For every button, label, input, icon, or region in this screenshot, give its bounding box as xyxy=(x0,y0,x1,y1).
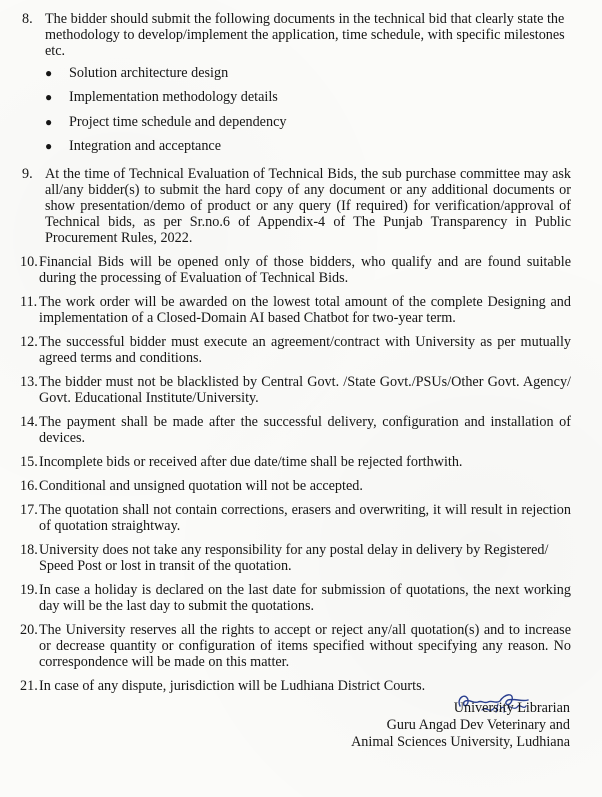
term-text: The successful bidder must execute an agreement/contract with University as per mutually agreed terms and conditions. xyxy=(39,334,571,367)
bullet-item xyxy=(45,138,571,154)
term-text: The work order will be awarded on the lowest total amount of the complete Designing and implementation of a Closed-Domain AI based Chatbot for two-year term. xyxy=(39,294,571,327)
term-number: 8. xyxy=(22,11,33,27)
term-text: Incomplete bids or received after due date/time shall be rejected forthwith. xyxy=(39,454,463,471)
term-item-20 xyxy=(20,622,571,670)
bullet-text: Implementation methodology details xyxy=(69,89,278,106)
bullet-icon: ● xyxy=(45,114,53,129)
term-text: The quotation shall not contain corrections, erasers and overwriting, it will result in rejection of quotation straightway. xyxy=(39,502,571,535)
term-number: 11. xyxy=(20,294,38,311)
term-number: 18. xyxy=(20,542,38,559)
signature-block xyxy=(351,700,570,751)
term-item-16 xyxy=(20,478,571,494)
term-text: At the time of Technical Evaluation of Technical Bids, the sub purchase committee may ask all/any bidder(s) to submit the hard copy of any document or any additional documents or show presentation/demo of product or any query (If required) for verification/approval of Technical bids, as per Sr.no.6 of Appendix-4 of The Punjab Transparency in Public Procurement Rules, 2022. xyxy=(45,166,571,247)
term-text: In case a holiday is declared on the last date for submission of quotations, the next working day will be the last day to submit the quotations. xyxy=(39,582,571,615)
term-number: 14. xyxy=(20,414,38,431)
term-item-17 xyxy=(20,502,571,534)
term-item-13 xyxy=(20,374,571,406)
term-item-12 xyxy=(20,334,571,366)
term-text: Conditional and unsigned quotation will not be accepted. xyxy=(39,478,363,495)
term-text: Financial Bids will be opened only of those bidders, who qualify and are found suitable during the processing of Evaluation of Technical Bids. xyxy=(39,254,571,287)
term-number: 17. xyxy=(20,502,38,519)
term-number: 12. xyxy=(20,334,38,351)
term-number: 13. xyxy=(20,374,38,391)
bullet-text: Solution architecture design xyxy=(69,65,229,81)
bullet-text: Integration and acceptance xyxy=(69,138,222,155)
signatory-title: University Librarian xyxy=(453,700,570,716)
term-number: 21. xyxy=(20,678,38,695)
term-item-9 xyxy=(20,166,571,246)
term-text: University does not take any responsibility for any postal delay in delivery by Registered/ Speed Post or lost in transit of the quotation. xyxy=(39,542,549,575)
term-text: The bidder must not be blacklisted by Central Govt. /State Govt./PSUs/Other Govt. Agency/ Govt. Educational Institute/University. xyxy=(39,374,571,407)
term-text: In case of any dispute, jurisdiction will be Ludhiana District Courts. xyxy=(39,678,426,695)
term-number: 10. xyxy=(20,254,38,271)
terms-list xyxy=(20,11,571,702)
bullet-text: Project time schedule and dependency xyxy=(69,113,287,130)
bullet-icon: ● xyxy=(45,139,53,154)
term-item-15 xyxy=(20,454,571,470)
term-item-18 xyxy=(20,542,571,574)
term-number: 9. xyxy=(22,166,33,183)
term-item-14 xyxy=(20,414,571,446)
term-item-8 xyxy=(20,11,571,158)
term-text: The bidder should submit the following documents in the technical bid that clearly state the methodology to develop/implement the application, time schedule, with specific milestones etc. xyxy=(45,11,565,59)
term-item-19 xyxy=(20,582,571,614)
bullet-icon: ● xyxy=(45,66,53,80)
bullet-icon: ● xyxy=(45,90,53,105)
term-item-10 xyxy=(20,254,571,286)
required-documents-list xyxy=(45,65,571,154)
term-text: The University reserves all the rights to accept or reject any/all quotation(s) and to increase or decrease quantity or configuration of items specified without specifying any reason. No correspondence will be made on this matter. xyxy=(39,622,571,671)
bullet-item xyxy=(45,89,571,105)
term-number: 15. xyxy=(20,454,38,471)
signatory-org-line2: Animal Sciences University, Ludhiana xyxy=(351,734,570,750)
bullet-item xyxy=(45,114,571,130)
term-number: 20. xyxy=(20,622,38,639)
signatory-org-line1: Guru Angad Dev Veterinary and xyxy=(386,717,570,733)
term-item-11 xyxy=(20,294,571,326)
term-number: 16. xyxy=(20,478,38,495)
bullet-item xyxy=(45,65,571,81)
term-number: 19. xyxy=(20,582,38,599)
term-text: The payment shall be made after the successful delivery, configuration and installation of devices. xyxy=(39,414,571,447)
